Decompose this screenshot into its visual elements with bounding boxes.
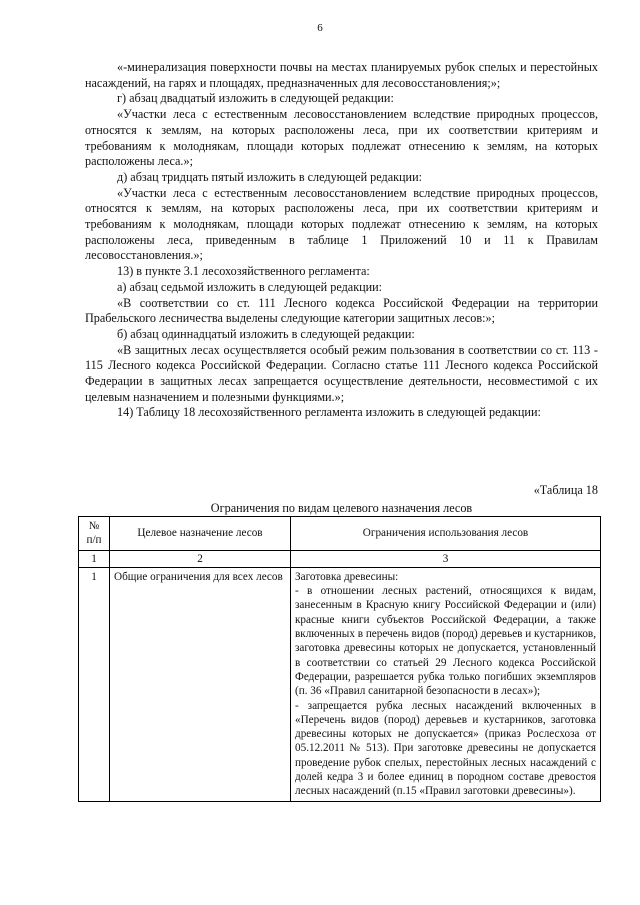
header-restrictions: Ограничения использования лесов xyxy=(291,517,601,551)
column-number: 2 xyxy=(110,550,291,567)
restriction-line: Заготовка древесины: xyxy=(295,570,399,583)
paragraph: 14) Таблицу 18 лесохозяйственного регламента изложить в следующей редакции: xyxy=(117,405,541,420)
column-number: 1 xyxy=(79,550,110,567)
paragraph: «В соответствии со ст. 111 Лесного кодекса Российской Федерации на территории Прабельского лесничества выделены следующие категории защитных лесов:»; xyxy=(85,295,598,326)
restrictions-table xyxy=(78,516,601,802)
paragraph: г) абзац двадцатый изложить в следующей редакции: xyxy=(117,91,394,106)
paragraph: 13) в пункте 3.1 лесохозяйственного регламента: xyxy=(117,264,370,279)
paragraph: «Участки леса с естественным лесовосстановлением вследствие природных процессов, относятся к землям, на которых расположены леса, при их соответствии критериям и требованиям к молоднякам, площади которых подлежат отнесению к землям, на которых расположены леса.»; xyxy=(85,107,598,169)
paragraph: «Участки леса с естественным лесовосстановлением вследствие природных процессов, относятся к землям, на которых расположены леса, при их соответствии критериям и требованиям к молоднякам, площади которых подлежат отнесению к землям, на которых расположены леса, приведенным в таблице 1 Приложений 10 и 11 к Правилам лесовосстановления.»; xyxy=(85,185,598,263)
row-restrictions xyxy=(291,567,601,801)
paragraph: «-минерализация поверхности почвы на местах планируемых рубок спелых и перестойных насаждений, на гарях и площадях, предназначенных для лесовосстановления;»; xyxy=(85,60,598,90)
restriction-line: - в отношении лесных растений, относящихся к видам, занесенным в Красную книгу Российской Федерации и (или) красные книги субъектов Российской Федерации, а также включенных в перечень видов (пород) деревьев и кустарников, заготовка древесины которых не допускается, установленный в соответствии со статьей 29 Лесного кодекса Российской Федерации, разрешается рубка только погибших экземпляров (п. 36 «Правил санитарной безопасности в лесах»); xyxy=(295,585,596,698)
table-row xyxy=(79,567,601,801)
header-purpose: Целевое назначение лесов xyxy=(110,517,291,551)
paragraph: д) абзац тридцать пятый изложить в следующей редакции: xyxy=(117,169,422,184)
column-number-row xyxy=(79,550,601,567)
row-num: 1 xyxy=(79,567,110,801)
table-title: Ограничения по видам целевого назначения лесов xyxy=(210,501,473,515)
table-label: «Таблица 18 xyxy=(533,483,598,497)
paragraph: «В защитных лесах осуществляется особый режим пользования в соответствии со ст. 113 - 115 Лесного кодекса Российской Федерации. Согласно статье 111 Лесного кодекса Российской Федерации в защитных лесах запрещается осуществление деятельности, несовместимой с их целевым назначением и полезными функциями.»; xyxy=(85,342,598,404)
column-number: 3 xyxy=(291,550,601,567)
table-header-row xyxy=(79,517,601,551)
paragraph: б) абзац одиннадцатый изложить в следующей редакции: xyxy=(117,326,415,341)
header-num: № п/п xyxy=(79,517,110,551)
paragraph: а) абзац седьмой изложить в следующей редакции: xyxy=(117,279,383,294)
page-number: 6 xyxy=(317,22,323,34)
document-body xyxy=(85,60,598,421)
restriction-line: - запрещается рубка лесных насаждений включенных в «Перечень видов (пород) деревьев и кустарников, заготовка древесины которых не допускается» (приказ Рослесхоза от 05.12.2011 № 513). При заготовке древесины не допускается проведение рубок спелых, перестойных лесных насаждений с долей кедра 3 и более единиц в породном составе древостоя лесных насаждений (п.15 «Правил заготовки древесины»). xyxy=(295,699,596,798)
row-purpose: Общие ограничения для всех лесов xyxy=(110,567,291,801)
